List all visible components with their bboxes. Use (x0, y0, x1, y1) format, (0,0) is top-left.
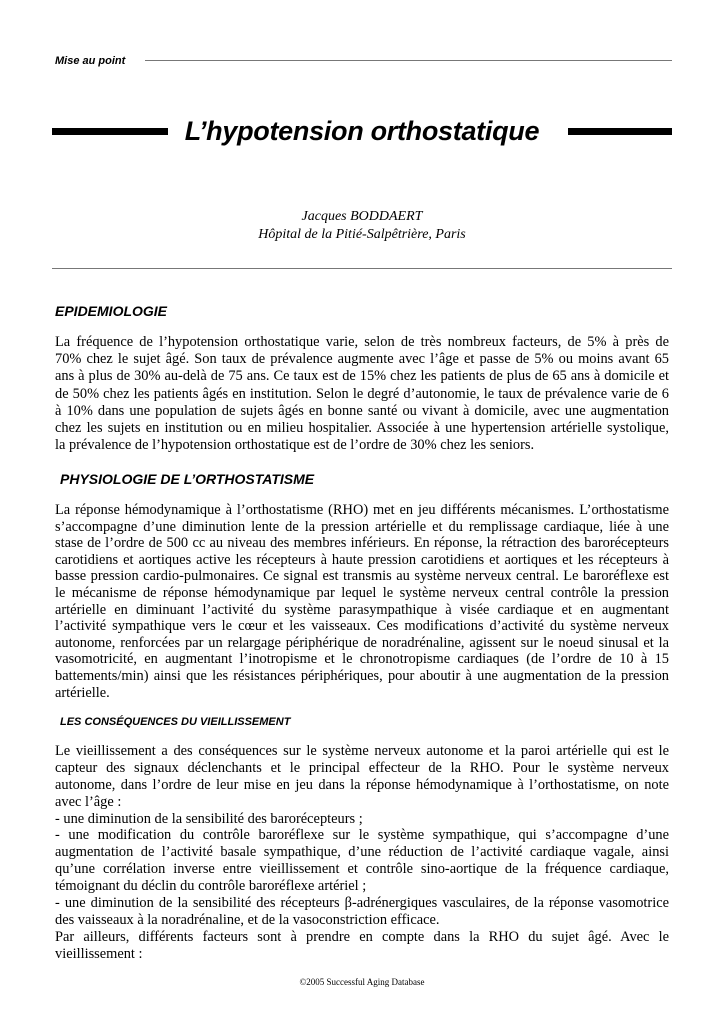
text-line: augmentation de l’activité basale sympathique, d’une réduction de l’activité cardiaque vagale, ainsi (55, 844, 669, 861)
text-line: Par ailleurs, différents facteurs sont à prendre en compte dans la RHO du sujet âgé. Avec le (55, 928, 669, 945)
title-divider (52, 268, 672, 269)
text-line: ans à plus de 30% au-delà de 75 ans. Ce taux est de 15% chez les patients de plus de 65 ans à domicile et (55, 368, 669, 385)
paragraph-vieillissement (55, 743, 669, 963)
text-line: l’activité sympathique vers le cœur et les vaisseaux. Ces modifications d’activité du système nerveux (55, 618, 669, 635)
paragraph-epidemiologie (55, 334, 669, 454)
text-line: carotidiens et aortiques active les récepteurs à haute pression carotidiens et aortiques et les récepteurs à (55, 551, 669, 568)
text-line: s’accompagne d’une diminution lente de la pression artérielle et du remplissage cardiaque, liée à une (55, 518, 669, 535)
section-heading-physiologie: PHYSIOLOGIE DE L’ORTHOSTATISME (60, 471, 315, 487)
text-line: qu’une corrélation inverse entre vieillissement et contrôle sino-aortique de la fréquence cardiaque, (55, 861, 669, 878)
section-rubric: Mise au point (55, 55, 126, 67)
text-line: à 10% dans une population de sujets âgés en bonne santé ou vivant à domicile, avec une augmentation (55, 402, 669, 419)
author-name: Jacques BODDAERT (301, 209, 423, 224)
text-line: autonome, dans l’ordre de leur mise en jeu dans la réponse hémodynamique à l’orthostatisme, on note (55, 776, 669, 793)
text-line: vasomotricité, en augmentant l’inotropisme et le chronotropisme cardiaques (de l’ordre de 10 à 15 (55, 651, 669, 668)
text-line: chez les sujets en institution ou en milieu hospitalier. Associée à une hypertension artérielle systolique, (55, 419, 669, 436)
text-line: 70% chez le sujet âgé. Son taux de prévalence augmente avec l’âge et passe de 5% ou moins avant 65 (55, 351, 669, 368)
author-affiliation: Hôpital de la Pitié-Salpêtrière, Paris (258, 227, 466, 242)
section-heading-vieillissement: LES CONSÉQUENCES DU VIEILLISSEMENT (60, 716, 291, 728)
text-line: autonome, renforcées par un relargage périphérique de noradrénaline, agissent sur le noeud sinusal et la (55, 634, 669, 651)
text-line: avec l’âge : (55, 793, 122, 810)
text-line: capteur des signaux déclenchants et le principal effecteur de la RHO. Pour le système nerveux (55, 759, 669, 776)
text-line: artérielle en diminuant l’activité du système parasympathique à visée cardiaque et en augmentant (55, 601, 669, 618)
text-line: Le vieillissement a des conséquences sur le système nerveux autonome et la paroi artérielle qui est le (55, 743, 669, 759)
header-divider (145, 60, 672, 61)
article-title: L’hypotension orthostatique (184, 116, 540, 146)
text-line: - une diminution de la sensibilité des barorécepteurs ; (55, 810, 363, 827)
text-line: La réponse hémodynamique à l’orthostatisme (RHO) met en jeu différents mécanismes. L’orthostatisme (55, 502, 669, 518)
text-line: la prévalence de l’hypotension orthostatique est de l’ordre de 30% chez les seniors. (55, 437, 535, 454)
text-line: témoignant du déclin du contrôle baroréflexe artériel ; (55, 878, 367, 895)
text-line: - une diminution de la sensibilité des récepteurs β-adrénergiques vasculaires, de la réponse vasomotrice (55, 895, 669, 912)
section-heading-epidemiologie: EPIDEMIOLOGIE (55, 303, 168, 319)
text-line: La fréquence de l’hypotension orthostatique varie, selon de très nombreux facteurs, de 5% à près de (55, 334, 669, 350)
text-line: - une modification du contrôle baroréflexe sur le système sympathique, qui s’accompagne d’une (55, 827, 669, 844)
text-line: basse pression cardio-pulmonaires. Ce signal est transmis au système nerveux central. Le baroréflexe est (55, 568, 669, 585)
text-line: stase de l’ordre de 500 cc au niveau des membres inférieurs. En réponse, la rétraction des barorécepteurs (55, 535, 669, 552)
text-line: des vaisseaux à la noradrénaline, et de la vasoconstriction efficace. (55, 911, 440, 928)
footer-copyright: ©2005 Successful Aging Database (299, 977, 425, 987)
text-line: battements/min) ainsi que les résistances périphériques, pour aboutir à une augmentation de la pression (55, 667, 669, 684)
paragraph-physiologie (55, 502, 669, 701)
text-line: artérielle. (55, 684, 110, 701)
text-line: le mécanisme de réponse hémodynamique par lequel le système nerveux central contrôle la pression (55, 584, 669, 601)
text-line: de 50% chez les patients âgés en institution. Selon le degré d’autonomie, le taux de prévalence varie de 6 (55, 385, 669, 402)
text-line: vieillissement : (55, 945, 143, 962)
